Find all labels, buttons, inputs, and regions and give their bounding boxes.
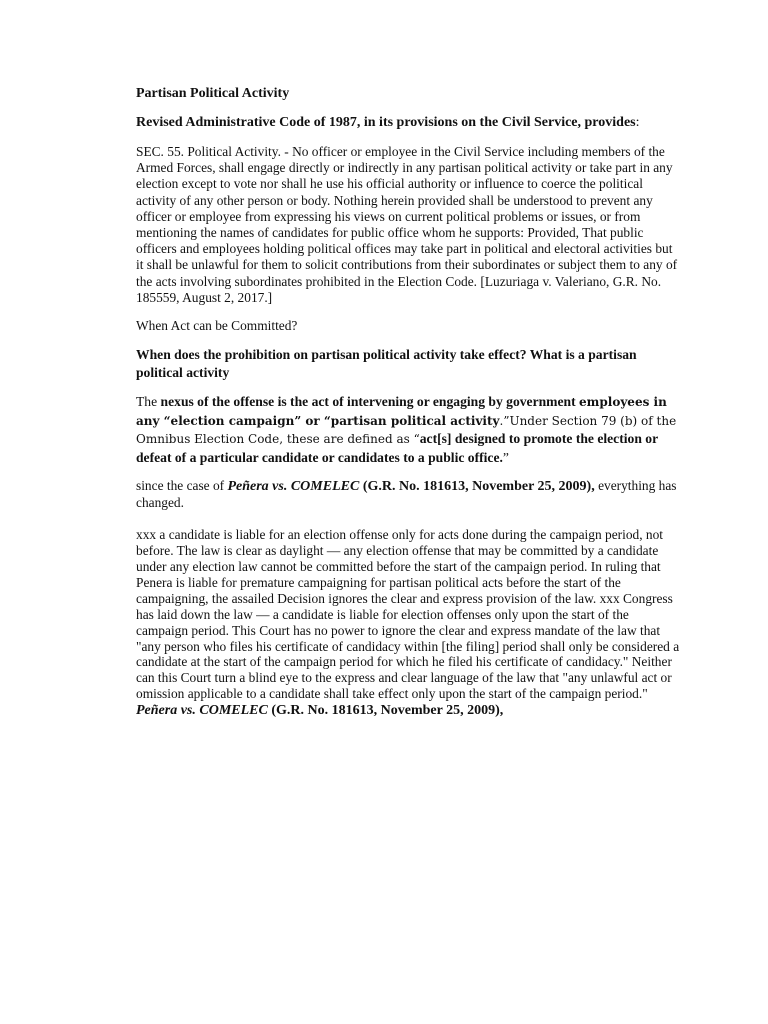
nexus-lead: The [136, 394, 161, 410]
nexus-mid: .”Under Section 79 (b) of the Omnibus Election Code, these are defined as “ [136, 413, 677, 447]
quote-text: xxx a candidate is liable for an election offense only for acts done during the campaign period, not before. The law is clear as daylight — any election offense that may be committed by a candidate under any election law cannot be committed before the start of the campaign period. In ruling that Penera is liable for premature campaigning for partisan political acts before the start of the campaigning, the assailed Decision ignores the clear and express provision of the law. xxx Congress has laid down the law — a candidate is liable for election offenses only upon the start of the campaign period. This Court has no power to ignore the clear and express mandate of the law that "any person who files his certificate of candidacy within [the filing] period shall only be considered a candidate at the start of the campaign period for which he filed his certificate of candidacy." Neither can this Court turn a blind eye to the express and clear language of the law that "any unlawful act or omission applicable to a candidate shall take effect only upon the start of the campaign period." [136, 527, 680, 702]
since-tail: everything has changed. [136, 478, 677, 511]
section-55-paragraph: SEC. 55. Political Activity. - No officer or employee in the Civil Service including members of the Armed Forces, shall engage directly or indirectly in any partisan political activity or take part in any election except to vote nor shall he use his official authority or influence to coerce the political activity of any other person or body. Nothing herein provided shall be understood to prevent any officer or employee from expressing his views on current political problems or issues, or from mentioning the names of candidates for public office whom he supports: Provided, That public officers and employees holding political offices may take part in political and electoral activities but it shall be unlawful for them to solicit contributions from their subordinates or subject them to any of the acts involving subordinates prohibited in the Election Code. [Luzuriaga v. Valeriano, G.R. No. 185559, August 2, 2017.] [136, 144, 678, 305]
quote-citation: (G.R. No. 181613, November 25, 2009), [267, 703, 504, 719]
quote-case-name: Peñera vs. COMELEC [136, 703, 268, 719]
nexus-paragraph [136, 393, 681, 466]
nexus-bold-1: nexus of the offense is the act of intervening or engaging by government [160, 394, 576, 410]
nexus-bold-2: employees in any “election campaign” or “partisan political activity [136, 395, 667, 428]
source-heading [136, 114, 681, 132]
source-heading-tail: : [635, 115, 640, 130]
document-page [136, 86, 681, 719]
since-paragraph [136, 478, 681, 511]
since-lead: since the case of [136, 478, 228, 494]
since-citation: (G.R. No. 181613, November 25, 2009), [359, 479, 595, 495]
quote-paragraph [136, 527, 681, 719]
nexus-bold-3: act[s] [419, 431, 452, 447]
nexus-tail: ” [502, 449, 509, 465]
nexus-bold-4: designed to promote the election or defeat of a particular candidate or candidates to a public office. [136, 431, 658, 465]
source-heading-bold: Revised Administrative Code of 1987, in its provisions on the Civil Service, provides [136, 115, 636, 130]
question-paragraph: When does the prohibition on partisan political activity take effect? What is a partisan political activity [136, 347, 637, 380]
when-committed-heading: When Act can be Committed? [136, 318, 298, 334]
since-case-name: Peñera vs. COMELEC [227, 479, 360, 495]
document-title: Partisan Political Activity [136, 86, 290, 101]
